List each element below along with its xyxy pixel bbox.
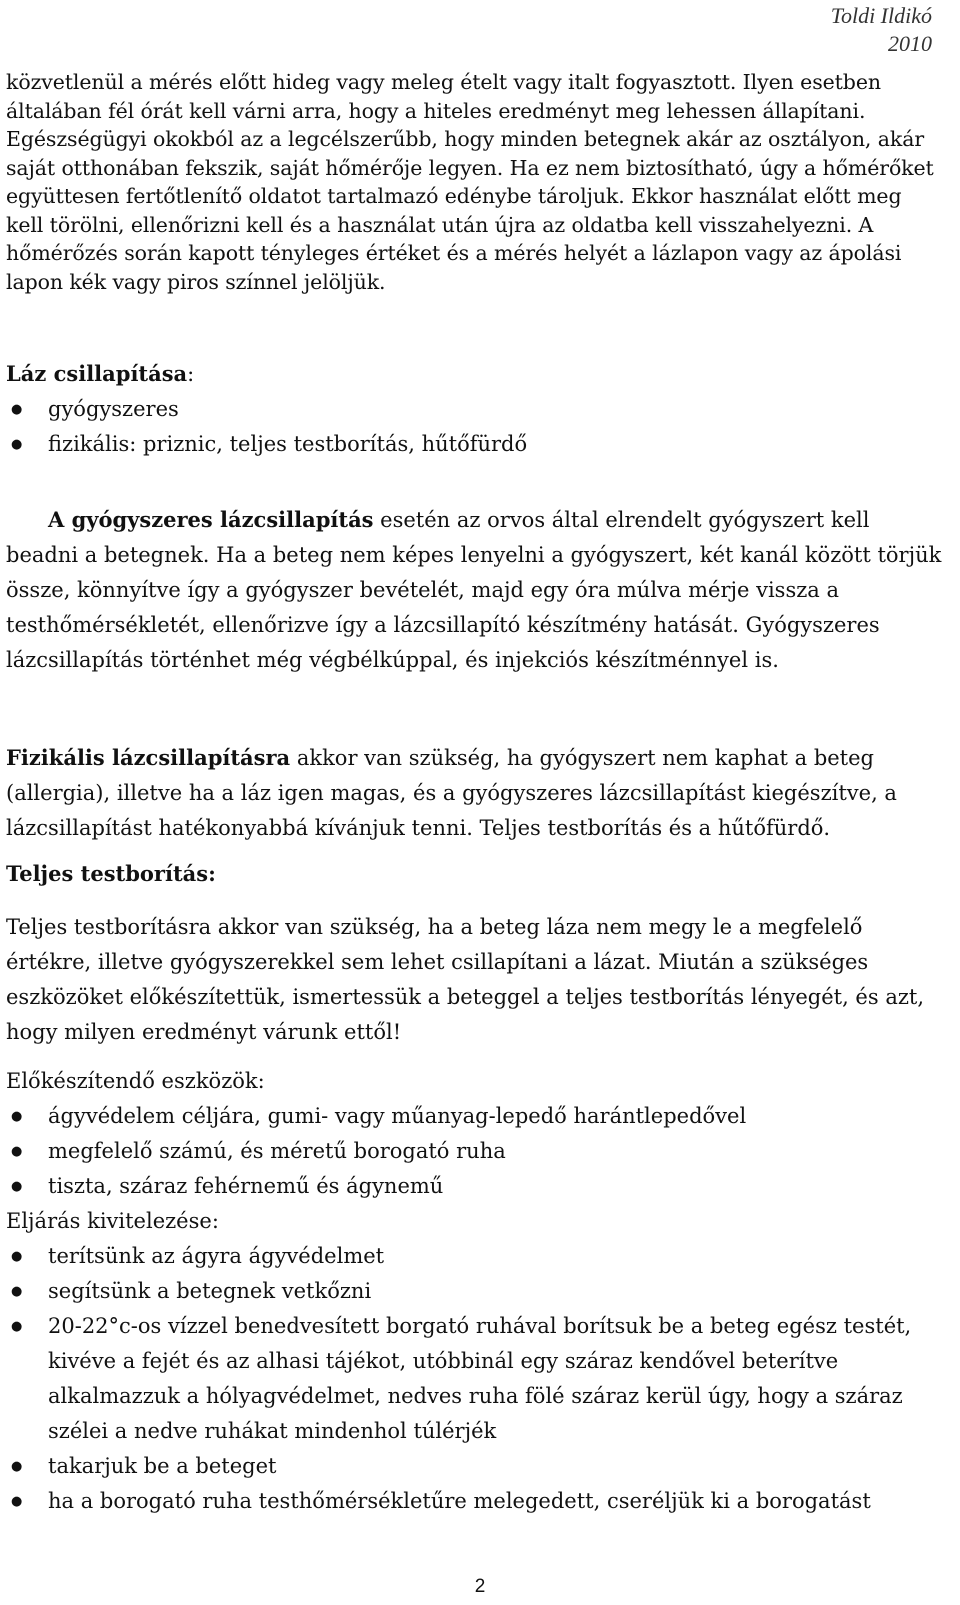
laz-heading	[6, 356, 946, 392]
fizikalis-text: akkor van szükség, ha gyógyszert nem kaphat a beteg (allergia), illetve ha a láz igen magas, és a gyógyszeres lázcsillapítást kiegészítve, a lázcsillapítást hatékonyabbá kívánjuk tenni. Teljes testborítás és a hűtőfürdő.	[6, 746, 897, 840]
eljaras-label: Eljárás kivitelezése:	[6, 1209, 219, 1233]
fizikalis-paragraph	[6, 740, 946, 846]
teljes-testboritas-heading: Teljes testborítás:	[6, 861, 216, 886]
header-year: 2010	[888, 31, 932, 56]
list-item: ● segítsünk a betegnek vetkőzni	[6, 1274, 946, 1309]
list-item: ● 20-22°c-os vízzel benedvesített borgató ruhával borítsuk be a beteg egész testét, kivéve a fejét és az alhasi tájékot, utóbbinál egy száraz kendővel beterítve alkalmazzuk a hólyagvédelmet, nedves ruha fölé száraz kerül úgy, hogy a száraz szélei a nedve ruhákat mindenhol túlérjék	[6, 1309, 946, 1449]
gyogyszeres-paragraph	[6, 502, 946, 678]
teljes-testboritas-paragraph: Teljes testborításra akkor van szükség, ha a beteg láza nem megy le a megfelelő értékre, illetve gyógyszerekkel sem lehet csillapítani a lázat. Miután a szükséges eszközöket előkészítettük, ismertessük a beteggel a teljes testborítás lényegét, és azt, hogy milyen eredményt várunk ettől!	[6, 915, 925, 1044]
list-item: ● fizikális: priznic, teljes testborítás, hűtőfürdő	[6, 427, 946, 462]
laz-csillapitasa-section	[6, 356, 946, 462]
page-number: 2	[474, 1576, 486, 1597]
list-item: ● tiszta, száraz fehérnemű és ágynemű	[6, 1169, 946, 1204]
laz-heading-text: Láz csillapítása	[6, 361, 188, 386]
eljaras-list	[6, 1239, 946, 1519]
list-item: ● terítsünk az ágyra ágyvédelmet	[6, 1239, 946, 1274]
list-item: ● ágyvédelem céljára, gumi- vagy műanyag-lepedő harántlepedővel	[6, 1099, 946, 1134]
list-item: ● ha a borogató ruha testhőmérsékletűre melegedett, cseréljük ki a borogatást	[6, 1484, 946, 1519]
header-author: Toldi Ildikó	[830, 3, 932, 28]
intro-paragraph: közvetlenül a mérés előtt hideg vagy meleg ételt vagy italt fogyasztott. Ilyen esetben általában fél órát kell várni arra, hogy a hiteles eredményt meg lehessen állapítani. Egészségügyi okokból az a legcélszerűbb, hogy minden betegnek akár az osztályon, akár saját otthonában fekszik, saját hőmérője legyen. Ha ez nem biztosítható, úgy a hőmérőket együttesen fertőtlenítő oldatot tartalmazó edénybe tároljuk. Ekkor használat előtt meg kell törölni, ellenőrizni kell és a használat után újra az oldatba kell visszahelyezni. A hőmérőzés során kapott tényleges értéket és a mérés helyét a lázlapon vagy az ápolási lapon kék vagy piros színnel jelöljük.	[6, 70, 934, 294]
list-item: ● megfelelő számú, és méretű borogató ruha	[6, 1134, 946, 1169]
gyogyszeres-bold: A gyógyszeres lázcsillapítás	[48, 507, 374, 532]
eszkozok-list	[6, 1099, 946, 1204]
laz-heading-colon: :	[187, 362, 195, 386]
laz-list	[6, 392, 946, 462]
eszkozok-label: Előkészítendő eszközök:	[6, 1069, 265, 1093]
fizikalis-bold: Fizikális lázcsillapításra	[6, 745, 291, 770]
list-item: ● takarjuk be a beteget	[6, 1449, 946, 1484]
eszkozok-section	[6, 1064, 946, 1519]
gyogyszeres-text: esetén az orvos által elrendelt gyógyszert kell beadni a betegnek. Ha a beteg nem képes lenyelni a gyógyszert, két kanál között törjük össze, könnyítve így a gyógyszer bevételét, majd egy óra múlva mérje vissza a testhőmérsékletét, ellenőrizve így a lázcsillapító készítmény hatását. Gyógyszeres lázcsillapítás történhet még végbélkúppal, és injekciós készítménnyel is.	[6, 508, 942, 672]
page-header	[831, 2, 932, 58]
list-item: ● gyógyszeres	[6, 392, 946, 427]
